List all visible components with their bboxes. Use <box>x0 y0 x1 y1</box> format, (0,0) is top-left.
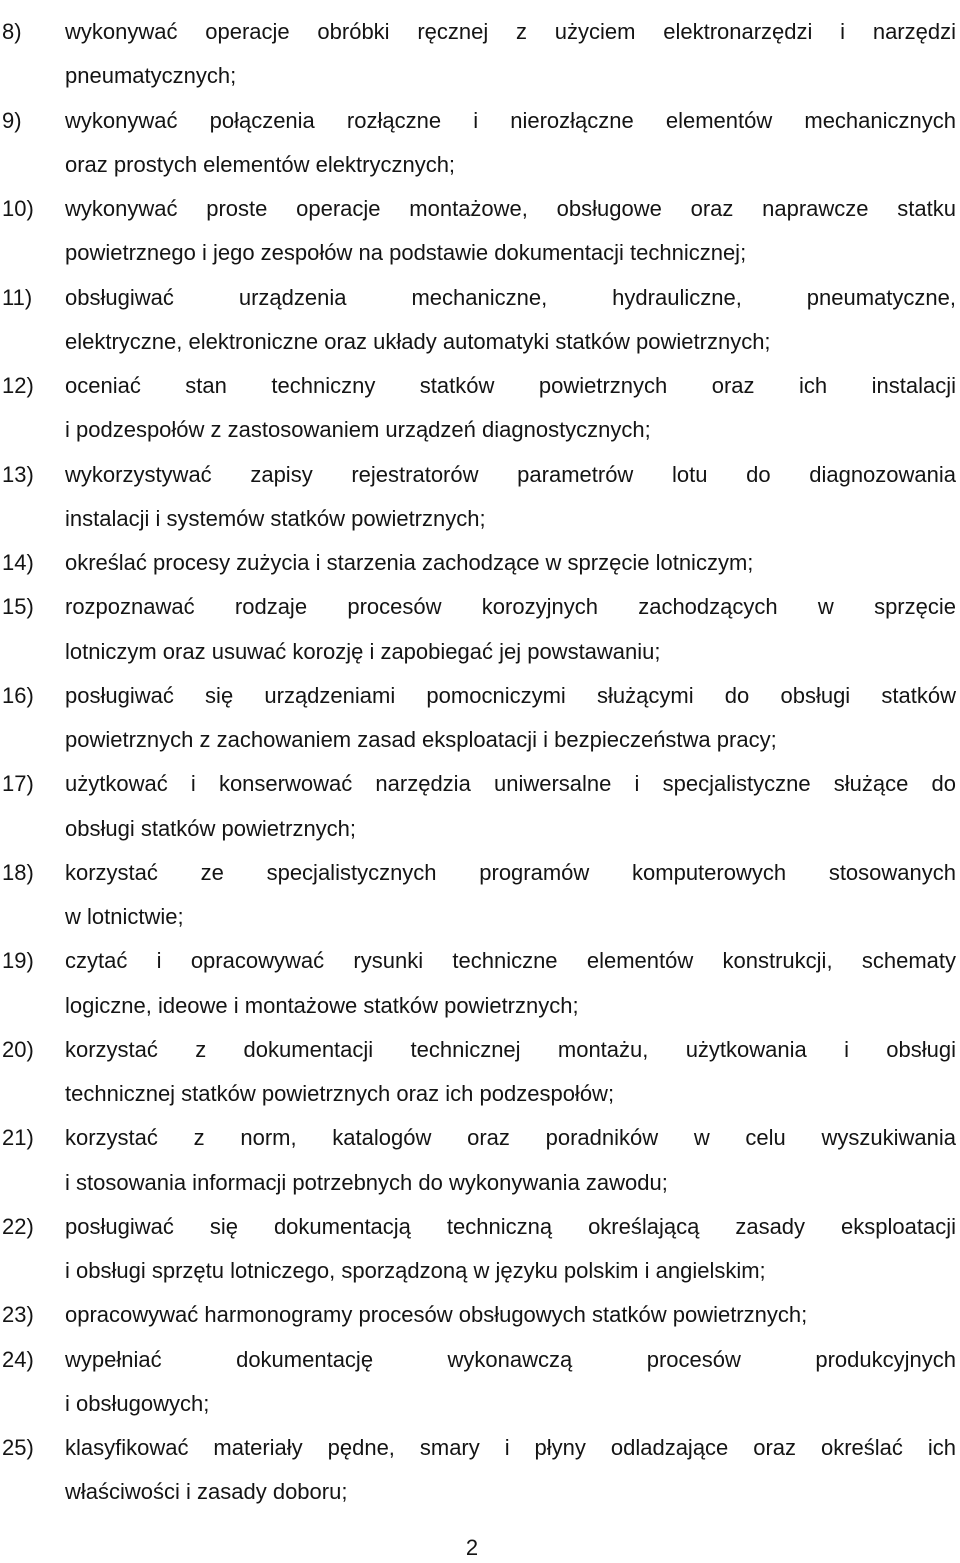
list-item-number: 13) <box>2 461 34 487</box>
list-item-line: wykonywać proste operacje montażowe, obsługowe oraz naprawcze statku <box>65 196 956 221</box>
list-item-line: rozpoznawać rodzaje procesów korozyjnych zachodzących w sprzęcie <box>65 594 956 620</box>
list-item-line: opracowywać harmonogramy procesów obsługowych statków powietrznych; <box>65 1302 808 1328</box>
list-item-line: oceniać stan techniczny statków powietrznych oraz ich instalacji <box>65 373 956 398</box>
list-item <box>0 1205 960 1294</box>
list-item-number: 20) <box>2 1036 34 1062</box>
list-item-line: wykorzystywać zapisy rejestratorów parametrów lotu do diagnozowania <box>65 461 956 487</box>
list-item-text <box>65 10 956 99</box>
list-item-line: klasyfikować materiały pędne, smary i płyny odladzające oraz określać ich <box>65 1435 956 1460</box>
list-item-line: i stosowania informacji potrzebnych do wykonywania zawodu; <box>65 1169 668 1195</box>
list-item-text <box>65 364 956 453</box>
list-item <box>0 99 960 188</box>
list-item <box>0 1426 960 1515</box>
list-item <box>0 453 960 542</box>
list-item-text <box>65 1293 956 1337</box>
list-item-number: 21) <box>2 1125 34 1151</box>
list-item-text <box>65 1205 956 1294</box>
list-item-line: lotniczym oraz usuwać korozję i zapobiegać jej powstawaniu; <box>65 638 661 664</box>
list-item-number: 16) <box>2 682 34 708</box>
list-item-line: i obsługowych; <box>65 1390 210 1416</box>
list-item-number: 19) <box>2 948 34 974</box>
list-item-line: wykonywać połączenia rozłączne i nierozłączne elementów mechanicznych <box>65 107 956 133</box>
list-item <box>0 939 960 1028</box>
list-item-line: obsługi statków powietrznych; <box>65 815 357 841</box>
page-number: 2 <box>465 1535 479 1560</box>
list-item-number: 22) <box>2 1213 34 1239</box>
list-item-line: korzystać z dokumentacji technicznej montażu, użytkowania i obsługi <box>65 1036 956 1062</box>
list-item-text <box>65 453 956 542</box>
list-item <box>0 10 960 99</box>
list-item-line: pneumatycznych; <box>65 63 237 89</box>
list-item-text <box>65 1338 956 1427</box>
list-item <box>0 762 960 851</box>
list-item-number: 17) <box>2 771 34 797</box>
list-item-text <box>65 762 956 851</box>
list-item-number: 10) <box>2 196 34 221</box>
list-item-line: logiczne, ideowe i montażowe statków powietrznych; <box>65 992 579 1018</box>
list-item-number: 11) <box>2 284 33 310</box>
list-item-line: obsługiwać urządzenia mechaniczne, hydrauliczne, pneumatyczne, <box>65 284 956 310</box>
list-item <box>0 364 960 453</box>
list-item-text <box>65 541 956 585</box>
list-item-line: korzystać z norm, katalogów oraz poradników w celu wyszukiwania <box>65 1125 956 1151</box>
list-item-text <box>65 187 956 276</box>
list-item <box>0 1116 960 1205</box>
list-item <box>0 541 960 585</box>
list-item-line: właściwości i zasady doboru; <box>65 1479 348 1505</box>
list-item-line: elektryczne, elektroniczne oraz układy automatyki statków powietrznych; <box>65 328 771 354</box>
list-item-text <box>65 851 956 940</box>
list-item-number: 23) <box>2 1302 34 1328</box>
list-item-text <box>65 674 956 763</box>
list-item-line: i obsługi sprzętu lotniczego, sporządzoną w języku polskim i angielskim; <box>65 1258 766 1283</box>
list-item-text <box>65 276 956 365</box>
list-item-text <box>65 1116 956 1205</box>
list-item <box>0 1293 960 1337</box>
list-item-line: powietrznych z zachowaniem zasad eksploatacji i bezpieczeństwa pracy; <box>65 727 777 752</box>
list-item-line: powietrznego i jego zespołów na podstawie dokumentacji technicznej; <box>65 240 747 266</box>
list-item-text <box>65 1028 956 1117</box>
list-item-line: i podzespołów z zastosowaniem urządzeń diagnostycznych; <box>65 417 651 443</box>
list-item-line: użytkować i konserwować narzędzia uniwersalne i specjalistyczne służące do <box>65 771 956 797</box>
list-item <box>0 585 960 674</box>
list-item <box>0 674 960 763</box>
list-item-line: oraz prostych elementów elektrycznych; <box>65 151 456 177</box>
list-item-line: wypełniać dokumentację wykonawczą procesów produkcyjnych <box>65 1346 956 1372</box>
list-item-number: 24) <box>2 1346 34 1372</box>
list-item-text <box>65 939 956 1028</box>
list-item-number: 25) <box>2 1435 34 1460</box>
list-item-line: określać procesy zużycia i starzenia zachodzące w sprzęcie lotniczym; <box>65 550 754 575</box>
list-item-number: 15) <box>2 594 34 620</box>
list-item-line: w lotnictwie; <box>65 904 184 929</box>
list-item <box>0 1338 960 1427</box>
list-item-line: czytać i opracowywać rysunki techniczne elementów konstrukcji, schematy <box>65 948 956 974</box>
list-item-line: posługiwać się dokumentacją techniczną określającą zasady eksploatacji <box>65 1213 956 1239</box>
list-item <box>0 851 960 940</box>
list-item <box>0 276 960 365</box>
list-item-number: 14) <box>2 550 34 575</box>
list-item-line: korzystać ze specjalistycznych programów komputerowych stosowanych <box>65 859 956 885</box>
list-item-number: 18) <box>2 859 34 885</box>
list-item-text <box>65 1426 956 1515</box>
list-item-line: wykonywać operacje obróbki ręcznej z użyciem elektronarzędzi i narzędzi <box>65 19 956 44</box>
list-item-line: posługiwać się urządzeniami pomocniczymi służącymi do obsługi statków <box>65 682 956 708</box>
list-item-text <box>65 99 956 188</box>
list-item-text <box>65 585 956 674</box>
list-item <box>0 1028 960 1117</box>
competency-list <box>0 10 960 1515</box>
list-item <box>0 187 960 276</box>
list-item-number: 12) <box>2 373 34 398</box>
list-item-number: 8) <box>2 19 22 44</box>
list-item-line: technicznej statków powietrznych oraz ich podzespołów; <box>65 1081 615 1106</box>
list-item-line: instalacji i systemów statków powietrznych; <box>65 505 486 531</box>
list-item-number: 9) <box>2 107 22 133</box>
